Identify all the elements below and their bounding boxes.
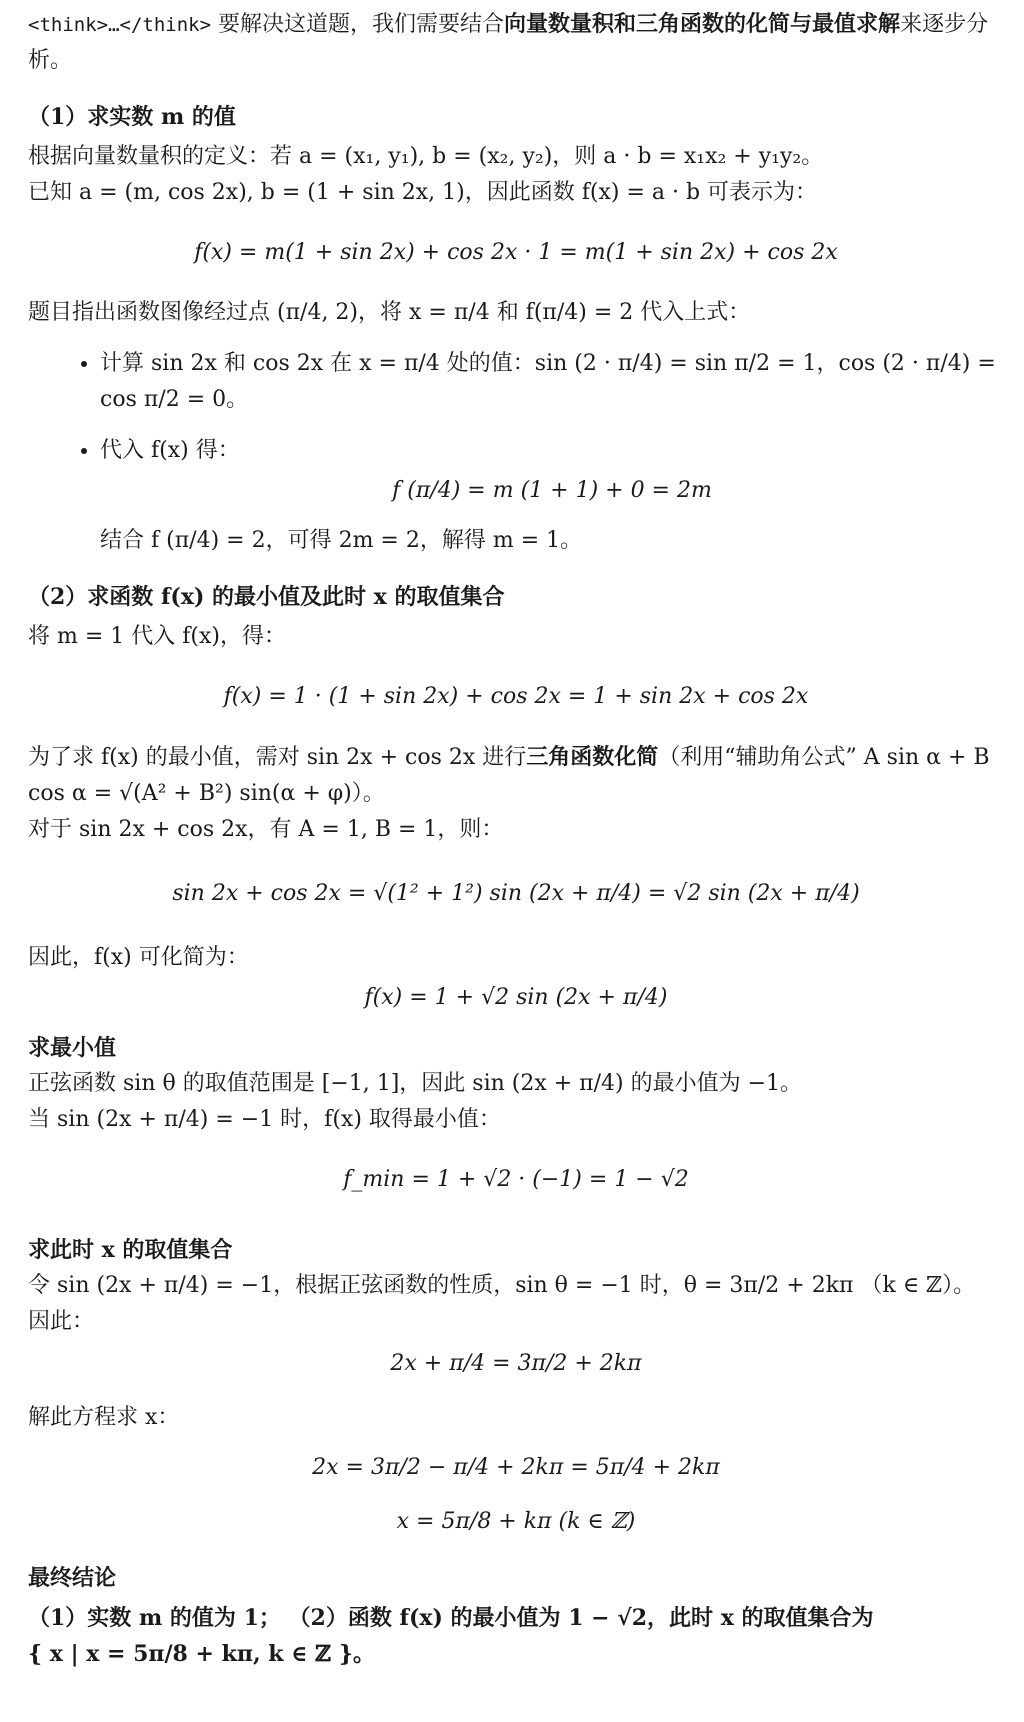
part1-definition: 根据向量数量积的定义：若 a = (x₁, y₁), b = (x₂, y₂)，则 a · b = x₁x₂ + y₁y₂。 (28, 144, 824, 169)
part1-heading: （1）求实数 m 的值 (28, 104, 236, 130)
intro-bold-topic: 向量数量积和三角函数的化简与最值求解 (504, 11, 901, 37)
final-heading: 最终结论 (28, 1565, 117, 1591)
formula-f-m1: f(x) = 1 · (1 + sin 2x) + cos 2x = 1 + sin 2x + cos 2x (223, 684, 809, 709)
set-therefore: 因此： (28, 1309, 95, 1334)
solve-intro: 解此方程求 x： (28, 1405, 180, 1430)
min-when: 当 sin (2x + π/4) = −1 时，f(x) 取得最小值： (28, 1107, 501, 1132)
part2-heading: （2）求函数 f(x) 的最小值及此时 x 的取值集合 (28, 584, 505, 610)
part1-bullet-list (28, 345, 1004, 509)
intro-text-after: 来逐步分析。 (28, 12, 989, 73)
bullet-substitute: 代入 f(x) 得： (100, 438, 240, 463)
simplified-intro: 因此，f(x) 可化简为： (28, 945, 249, 970)
final-answer-line1: （1）实数 m 的值为 1； （2）函数 f(x) 的最小值为 1 − √2，此时 x 的取值集合为 (28, 1605, 874, 1631)
simplify-intro: 为了求 f(x) 的最小值，需对 sin 2x + cos 2x 进行 (28, 745, 527, 770)
set-heading: 求此时 x 的取值集合 (28, 1237, 233, 1263)
bullet-item (100, 432, 1004, 509)
formula-x: x = 5π/8 + kπ (k ∈ ℤ) (396, 1509, 636, 1534)
formula-simplified: f(x) = 1 + √2 sin (2x + π/4) (364, 985, 668, 1010)
bullet-compute: 计算 sin 2x 和 cos 2x 在 x = π/4 处的值：sin (2 · π/4) = sin π/2 = 1，cos (2 · π/4) = cos π/2 = 0。 (100, 351, 996, 412)
bullet-item (100, 345, 1004, 418)
simplify-paragraph (28, 739, 1004, 812)
min-heading: 求最小值 (28, 1035, 117, 1061)
formula-substituted: f (π/4) = m (1 + 1) + 0 = 2m (392, 478, 712, 503)
intro-paragraph (28, 6, 1004, 79)
part2-sub-m: 将 m = 1 代入 f(x)，得： (28, 624, 286, 649)
formula-fx: f(x) = m(1 + sin 2x) + cos 2x · 1 = m(1 + sin 2x) + cos 2x (194, 240, 838, 265)
part1-point-text: 题目指出函数图像经过点 (π/4, 2)，将 x = π/4 和 f(π/4) = 2 代入上式： (28, 300, 751, 325)
intro-text-before: 要解决这道题，我们需要结合 (218, 12, 505, 37)
min-range: 正弦函数 sin θ 的取值范围是 [−1, 1]，因此 sin (2x + π/4) 的最小值为 −1。 (28, 1071, 803, 1096)
final-answer-line2: { x | x = 5π/8 + kπ, k ∈ ℤ }。 (28, 1641, 375, 1667)
formula-min: f_min = 1 + √2 · (−1) = 1 − √2 (343, 1167, 689, 1192)
think-tag: <think>…</think> (28, 14, 212, 36)
solution-document (28, 6, 1004, 1672)
simplify-bold: 三角函数化简 (526, 744, 659, 770)
set-let: 令 sin (2x + π/4) = −1，根据正弦函数的性质，sin θ = −1 时，θ = 3π/2 + 2kπ （k ∈ ℤ）。 (28, 1273, 976, 1298)
ab-values: 对于 sin 2x + cos 2x，有 A = 1, B = 1，则： (28, 817, 504, 842)
part1-given: 已知 a = (m, cos 2x), b = (1 + sin 2x, 1)，因此函数 f(x) = a · b 可表示为： (28, 180, 818, 205)
part1-conclusion: 结合 f (π/4) = 2，可得 2m = 2，解得 m = 1。 (100, 528, 583, 553)
formula-auxiliary-angle: sin 2x + cos 2x = √(1² + 1²) sin (2x + π/4) = √2 sin (2x + π/4) (172, 881, 860, 906)
simplify-rest: （利用“辅助角公式” A sin α + B cos α = √(A² + B²) sin(α + φ)）。 (28, 745, 990, 806)
formula-equation: 2x + π/4 = 3π/2 + 2kπ (390, 1351, 642, 1376)
formula-2x: 2x = 3π/2 − π/4 + 2kπ = 5π/4 + 2kπ (312, 1455, 720, 1480)
